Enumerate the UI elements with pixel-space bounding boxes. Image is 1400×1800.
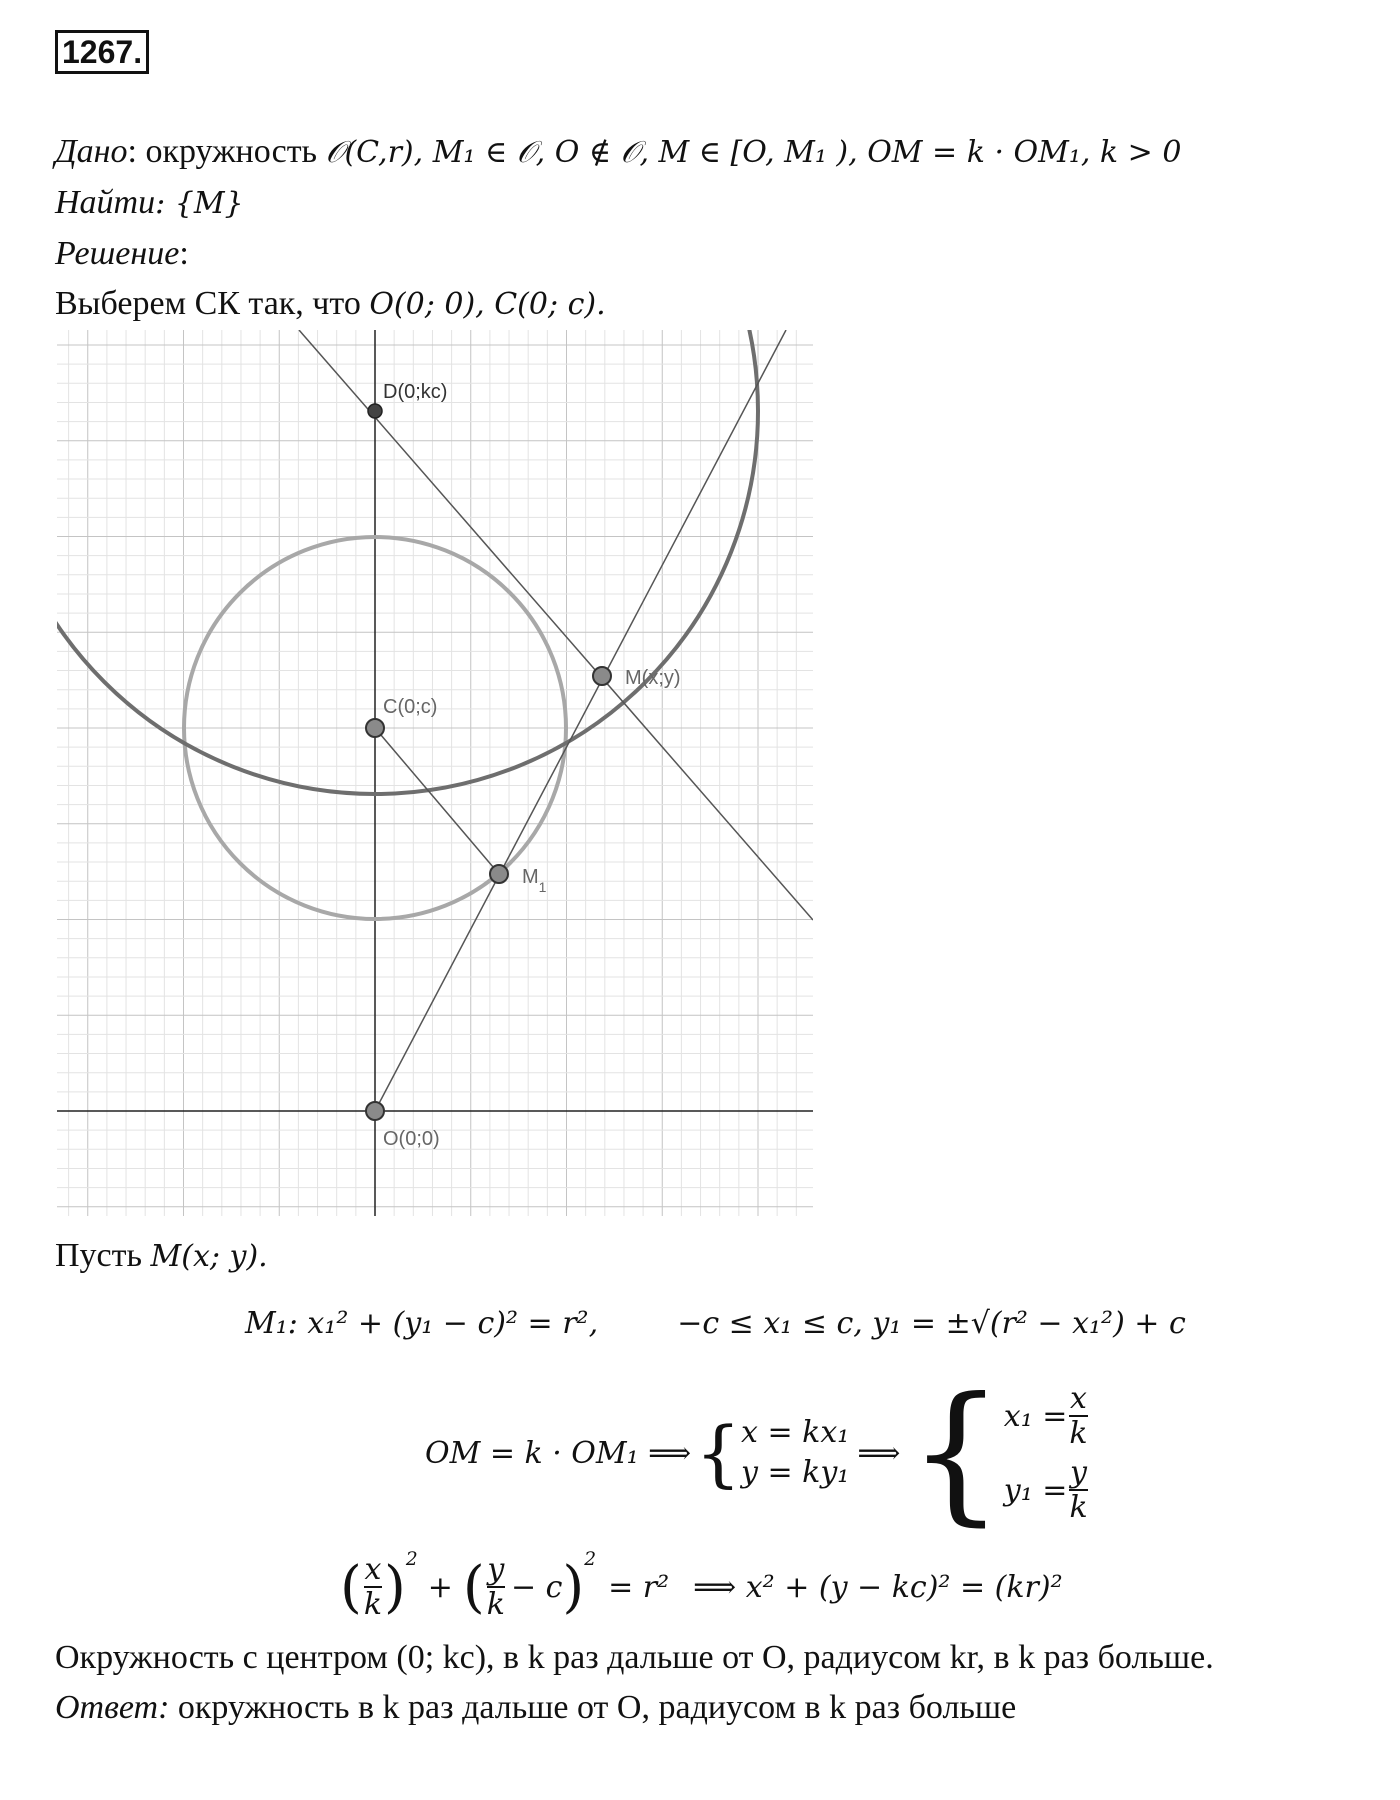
equation-result: ⟹ x² + (y − kc)² = (kr)² [693,1569,1063,1605]
point-C [366,719,384,737]
system-brace-2: { [908,1366,1004,1540]
system-brace-1: { [695,1411,742,1495]
given-formula: 𝒪(C,r), M₁ ∈ 𝒪, O ∉ 𝒪, M ∈ [O, M₁ ), OM = k · OM₁, k > 0 [325,135,1182,170]
choose-cs-line [55,284,606,325]
label-M: M(x;y) [625,667,681,689]
point-D [368,404,382,418]
grid [57,330,813,1216]
choose-cs-text: Выберем СК так, что [55,285,370,322]
system-1-row-1: x = kx₁ [741,1415,850,1450]
conclusion-text: Окружность с центром (0; kc), в k раз дальше от O, радиусом kr, в k раз больше. [55,1639,1214,1676]
line-O-M [375,330,786,1111]
point-M [593,667,611,685]
equation-circle-M1-right: −c ≤ x₁ ≤ c, y₁ = ±√(r² − x₁²) + c [677,1306,1186,1341]
let-M-formula: M(x; y). [150,1239,268,1274]
label-M1: $M_1$ [522,866,547,895]
system-2-row-2: y₁ = $\frac{y}{k}$ [1003,1455,1088,1525]
implies-arrow: ⟹ [857,1435,901,1471]
system-1-row-2: y = ky₁ [741,1455,850,1490]
find-line [55,183,244,224]
problem-number: 1267. [55,30,149,74]
label-D: D(0;kc) [383,381,448,403]
given-line [55,132,1181,173]
equation-homothety [425,1366,1090,1540]
system-2-row-1: x₁ = $\frac{x}{k}$ [1003,1381,1088,1451]
find-formula: : {M} [155,186,244,221]
solution-line: Решение: [55,235,189,272]
label-C: C(0;c) [383,696,438,718]
homothety-lhs: OM = k · OM₁ ⟹ [425,1435,692,1471]
geometry-figure [57,330,813,1216]
let-M-text: Пусть [55,1237,151,1274]
answer-label: Ответ: [55,1689,170,1726]
equation-circle-M1-left: M₁: x₁² + (y₁ − c)² = r², [245,1306,599,1341]
equation-substitution: ( $\frac{x}{k}$ ) $^2$ + ( $\frac{y}{k}$ − c ) $^2$ = r² ⟹ x² + (y − kc)² = (kr)² [340,1549,1063,1622]
given-text: : окружность [127,133,326,170]
point-M1 [490,865,508,883]
point-O [366,1102,384,1120]
let-M-line [55,1236,268,1277]
answer-line [55,1688,1016,1728]
given-label: Дано [55,133,128,170]
label-O: O(0;0) [383,1128,440,1150]
equation-circle-M1 [245,1306,1186,1341]
solution-label: Решение [55,235,180,272]
choose-cs-formula: O(0; 0), C(0; c). [369,287,606,322]
system-2 [1004,1382,1090,1524]
answer-text: окружность в k раз дальше от O, радиусом в k раз больше [169,1689,1017,1726]
segment-C-M1 [375,728,499,874]
find-label: Найти [55,184,156,221]
system-1 [741,1413,849,1493]
